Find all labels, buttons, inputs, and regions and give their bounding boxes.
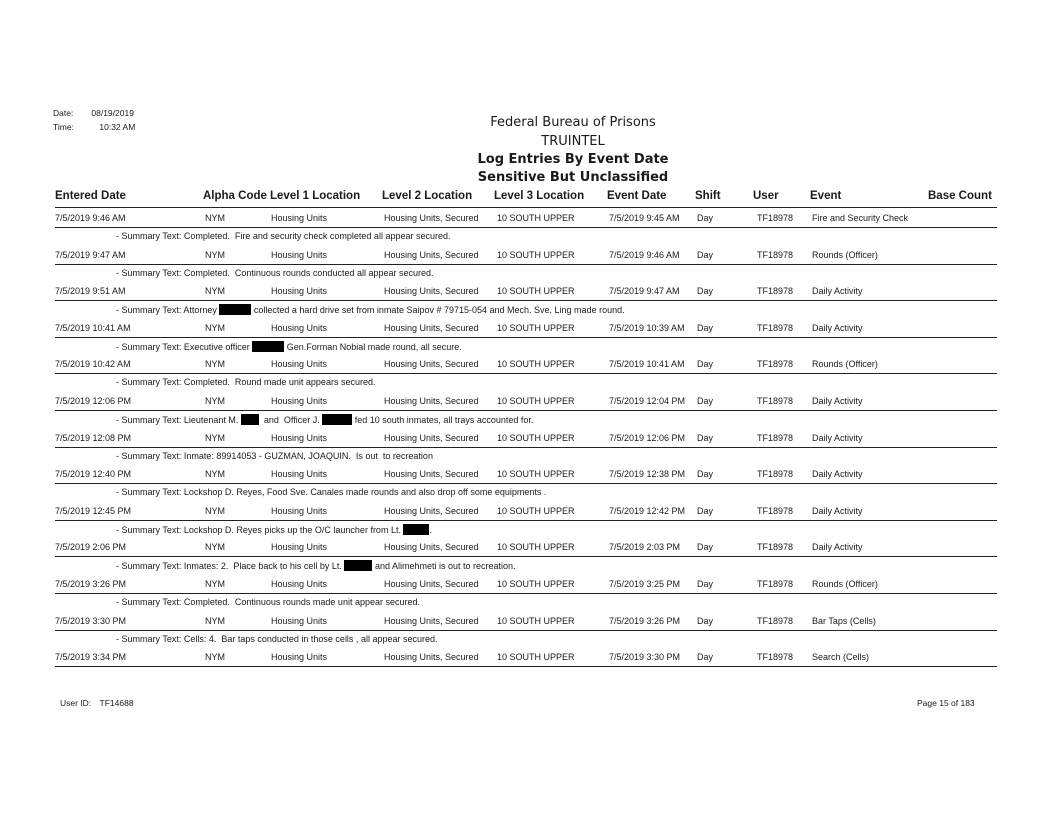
cell-alpha: NYM [205, 652, 225, 663]
cell-l2: Housing Units, Secured [384, 652, 479, 663]
cell-user: TF18978 [757, 213, 794, 223]
row-divider [55, 593, 997, 594]
cell-event_date: 7/5/2019 12:06 PM [609, 432, 686, 443]
col-shift: Shift [695, 190, 721, 202]
summary-segment: fed 10 south inmates, all trays accounted for. [352, 415, 534, 425]
summary-text [116, 231, 450, 241]
cell-shift: Day [697, 652, 714, 663]
header-rule [55, 207, 997, 208]
row-divider [55, 556, 997, 557]
cell-l3: 10 SOUTH UPPER [497, 432, 575, 443]
cell-l1: Housing Units [271, 615, 328, 626]
summary-segment: - Summary Text: Completed. Continuous rounds conducted all appear secured. [116, 267, 434, 278]
summary-segment: - Summary Text: Cells: 4. Bar taps conducted in those cells , all appear secured. [116, 633, 438, 644]
cell-alpha: NYM [205, 542, 225, 553]
cell-l1: Housing Units [271, 505, 328, 516]
summary-segment: - Summary Text: Inmates: 2. Place back to his cell by Lt. [116, 561, 345, 572]
cell-user: TF18978 [757, 286, 794, 297]
cell-l1: Housing Units [271, 213, 328, 223]
cell-event: Daily Activity [812, 542, 863, 553]
cell-l1: Housing Units [271, 249, 328, 260]
cell-entered: 7/5/2019 12:45 PM [55, 505, 132, 516]
cell-alpha: NYM [205, 615, 225, 626]
cell-l2: Housing Units, Secured [384, 579, 479, 589]
cell-entered: 7/5/2019 2:06 PM [55, 542, 127, 553]
classification-title: Sensitive But Unclassified [477, 170, 669, 185]
summary-segment: - Summary Text: Attorney [116, 305, 220, 316]
cell-l1: Housing Units [271, 286, 328, 297]
cell-l3: 10 SOUTH UPPER [497, 652, 575, 663]
agency-title: Federal Bureau of Prisons [490, 115, 656, 130]
cell-event: Fire and Security Check [812, 213, 909, 223]
summary-segment: - Summary Text: Completed. Round made unit appears secured. [116, 377, 376, 388]
summary-segment: - Summary Text: Lockshop D. Reyes picks up the O/C launcher from Lt. [116, 524, 404, 535]
cell-shift: Day [697, 432, 714, 443]
cell-alpha: NYM [205, 432, 225, 443]
cell-entered: 7/5/2019 9:47 AM [55, 249, 126, 260]
col-event: Event [810, 190, 842, 202]
cell-user: TF18978 [757, 359, 794, 370]
cell-shift: Day [697, 359, 714, 370]
cell-l3: 10 SOUTH UPPER [497, 579, 575, 589]
cell-event: Daily Activity [812, 286, 863, 297]
row-divider [55, 410, 997, 411]
report-title: Log Entries By Event Date [477, 152, 669, 167]
row-divider [55, 483, 997, 484]
cell-l1: Housing Units [271, 579, 328, 589]
cell-l1: Housing Units [271, 322, 328, 333]
cell-entered: 7/5/2019 12:06 PM [55, 396, 132, 406]
row-divider [55, 300, 997, 301]
cell-l3: 10 SOUTH UPPER [497, 249, 575, 260]
cell-event_date: 7/5/2019 2:03 PM [609, 542, 681, 553]
summary-text [116, 524, 432, 535]
cell-event: Rounds (Officer) [812, 249, 878, 260]
redaction-block [241, 414, 259, 425]
cell-alpha: NYM [205, 322, 225, 333]
cell-event: Bar Taps (Cells) [812, 615, 876, 626]
summary-segment: . [429, 524, 432, 535]
cell-shift: Day [697, 322, 714, 333]
cell-alpha: NYM [205, 213, 225, 223]
col-entered-date: Entered Date [55, 190, 126, 202]
summary-segment: - Summary Text: Executive officer [116, 341, 253, 352]
cell-alpha: NYM [205, 249, 225, 260]
cell-event_date: 7/5/2019 3:30 PM [609, 652, 681, 663]
cell-event_date: 7/5/2019 10:39 AM [609, 322, 685, 333]
summary-segment: - Summary Text: Lieutenant M. [116, 415, 241, 425]
cell-user: TF18978 [757, 396, 794, 406]
cell-l3: 10 SOUTH UPPER [497, 542, 575, 553]
cell-l2: Housing Units, Secured [384, 396, 479, 406]
summary-segment: Gen.Forman Nobial made round, all secure. [284, 341, 462, 352]
summary-segment: and Alimehmeti is out to recreation. [372, 561, 516, 572]
row-divider [55, 373, 997, 374]
cell-l1: Housing Units [271, 542, 328, 553]
col-level3: Level 3 Location [494, 190, 585, 202]
cell-shift: Day [697, 579, 714, 589]
cell-l3: 10 SOUTH UPPER [497, 505, 575, 516]
cell-event_date: 7/5/2019 9:47 AM [609, 286, 680, 297]
summary-text [116, 268, 434, 278]
report-time: Time: 10:32 AM [53, 122, 136, 132]
cell-l1: Housing Units [271, 652, 328, 663]
cell-user: TF18978 [757, 652, 794, 663]
col-user: User [753, 190, 779, 202]
col-level2: Level 2 Location [382, 190, 473, 202]
summary-segment: - Summary Text: Completed. Continuous rounds made unit appear secured. [116, 597, 420, 607]
cell-event_date: 7/5/2019 9:45 AM [609, 213, 680, 223]
row-divider [55, 264, 997, 265]
cell-l2: Housing Units, Secured [384, 432, 479, 443]
col-alpha-code: Alpha Code [203, 190, 267, 202]
cell-event: Search (Cells) [812, 652, 870, 663]
cell-user: TF18978 [757, 432, 794, 443]
summary-text [116, 377, 375, 387]
summary-segment: - Summary Text: Lockshop D. Reyes, Food Sve. Canales made rounds and also drop off some equipments . [116, 487, 547, 498]
cell-event: Daily Activity [812, 469, 863, 480]
cell-alpha: NYM [205, 359, 225, 370]
cell-l2: Housing Units, Secured [384, 213, 479, 223]
cell-shift: Day [697, 542, 714, 553]
summary-text [116, 487, 546, 497]
cell-event: Daily Activity [812, 396, 863, 406]
cell-l3: 10 SOUTH UPPER [497, 322, 575, 333]
system-title: TRUINTEL [541, 134, 605, 149]
page-number: Page 15 of 183 [917, 698, 975, 708]
row-divider [55, 666, 997, 667]
cell-l2: Housing Units, Secured [384, 542, 479, 553]
cell-shift: Day [697, 286, 714, 297]
cell-shift: Day [697, 249, 714, 260]
cell-l1: Housing Units [271, 432, 328, 443]
cell-alpha: NYM [205, 505, 225, 516]
redaction-block [252, 341, 284, 352]
cell-entered: 7/5/2019 10:41 AM [55, 322, 131, 333]
summary-text [116, 451, 433, 461]
cell-l3: 10 SOUTH UPPER [497, 396, 575, 406]
summary-segment: collected a hard drive set from inmate Saipov # 79715-054 and Mech. Sve. Ling made round. [251, 305, 625, 316]
cell-entered: 7/5/2019 12:08 PM [55, 432, 132, 443]
cell-l3: 10 SOUTH UPPER [497, 286, 575, 297]
cell-user: TF18978 [757, 505, 794, 516]
cell-event: Daily Activity [812, 505, 863, 516]
cell-user: TF18978 [757, 322, 794, 333]
cell-entered: 7/5/2019 3:34 PM [55, 652, 127, 663]
cell-shift: Day [697, 505, 714, 516]
cell-l1: Housing Units [271, 469, 328, 480]
cell-shift: Day [697, 396, 714, 406]
cell-event: Rounds (Officer) [812, 579, 878, 589]
summary-segment: - Summary Text: Completed. Fire and security check completed all appear secured. [116, 231, 451, 241]
redaction-block [219, 304, 251, 315]
cell-l3: 10 SOUTH UPPER [497, 359, 575, 370]
cell-entered: 7/5/2019 9:46 AM [55, 213, 126, 223]
footer-user: User ID: TF14688 [60, 698, 134, 708]
row-divider [55, 337, 997, 338]
cell-l3: 10 SOUTH UPPER [497, 213, 575, 223]
cell-event_date: 7/5/2019 3:26 PM [609, 615, 681, 626]
cell-alpha: NYM [205, 286, 225, 297]
row-divider [55, 447, 997, 448]
row-divider [55, 227, 997, 228]
summary-text [116, 560, 516, 571]
cell-shift: Day [697, 615, 714, 626]
cell-shift: Day [697, 213, 714, 223]
summary-text [116, 597, 420, 607]
col-event-date: Event Date [607, 190, 667, 202]
summary-segment: and Officer J. [258, 415, 323, 425]
cell-event: Daily Activity [812, 432, 863, 443]
cell-alpha: NYM [205, 469, 225, 480]
summary-text [116, 634, 438, 644]
summary-segment: - Summary Text: Inmate: 89914053 - GUZMAN, JOAQUIN. Is out to recreation [116, 450, 433, 461]
cell-l1: Housing Units [271, 359, 328, 370]
row-divider [55, 630, 997, 631]
cell-user: TF18978 [757, 249, 794, 260]
cell-event_date: 7/5/2019 12:38 PM [609, 469, 686, 480]
summary-text [116, 341, 462, 352]
cell-l2: Housing Units, Secured [384, 322, 479, 333]
cell-event_date: 7/5/2019 12:04 PM [609, 396, 686, 406]
redaction-block [344, 560, 372, 571]
redaction-block [322, 414, 352, 425]
cell-l3: 10 SOUTH UPPER [497, 615, 575, 626]
cell-event_date: 7/5/2019 12:42 PM [609, 505, 686, 516]
cell-event_date: 7/5/2019 10:41 AM [609, 359, 685, 370]
cell-l2: Housing Units, Secured [384, 286, 479, 297]
cell-user: TF18978 [757, 615, 794, 626]
cell-shift: Day [697, 469, 714, 480]
cell-l2: Housing Units, Secured [384, 615, 479, 626]
summary-text [116, 414, 533, 425]
cell-alpha: NYM [205, 579, 225, 589]
cell-entered: 7/5/2019 12:40 PM [55, 469, 132, 480]
summary-text [116, 304, 625, 315]
cell-l2: Housing Units, Secured [384, 249, 479, 260]
redaction-block [403, 524, 429, 535]
col-base-count: Base Count [928, 190, 992, 202]
cell-l2: Housing Units, Secured [384, 505, 479, 516]
cell-entered: 7/5/2019 3:30 PM [55, 615, 127, 626]
cell-event_date: 7/5/2019 9:46 AM [609, 249, 680, 260]
cell-user: TF18978 [757, 542, 794, 553]
cell-entered: 7/5/2019 10:42 AM [55, 359, 131, 370]
cell-l2: Housing Units, Secured [384, 359, 479, 370]
cell-l2: Housing Units, Secured [384, 469, 479, 480]
cell-l3: 10 SOUTH UPPER [497, 469, 575, 480]
cell-alpha: NYM [205, 396, 225, 406]
cell-entered: 7/5/2019 3:26 PM [55, 579, 127, 589]
row-divider [55, 520, 997, 521]
cell-event_date: 7/5/2019 3:25 PM [609, 579, 681, 589]
col-level1: Level 1 Location [270, 190, 361, 202]
report-date: Date: 08/19/2019 [53, 108, 134, 118]
cell-user: TF18978 [757, 469, 794, 480]
cell-l1: Housing Units [271, 396, 328, 406]
cell-event: Rounds (Officer) [812, 359, 878, 370]
cell-user: TF18978 [757, 579, 794, 589]
cell-event: Daily Activity [812, 322, 863, 333]
cell-entered: 7/5/2019 9:51 AM [55, 286, 126, 297]
